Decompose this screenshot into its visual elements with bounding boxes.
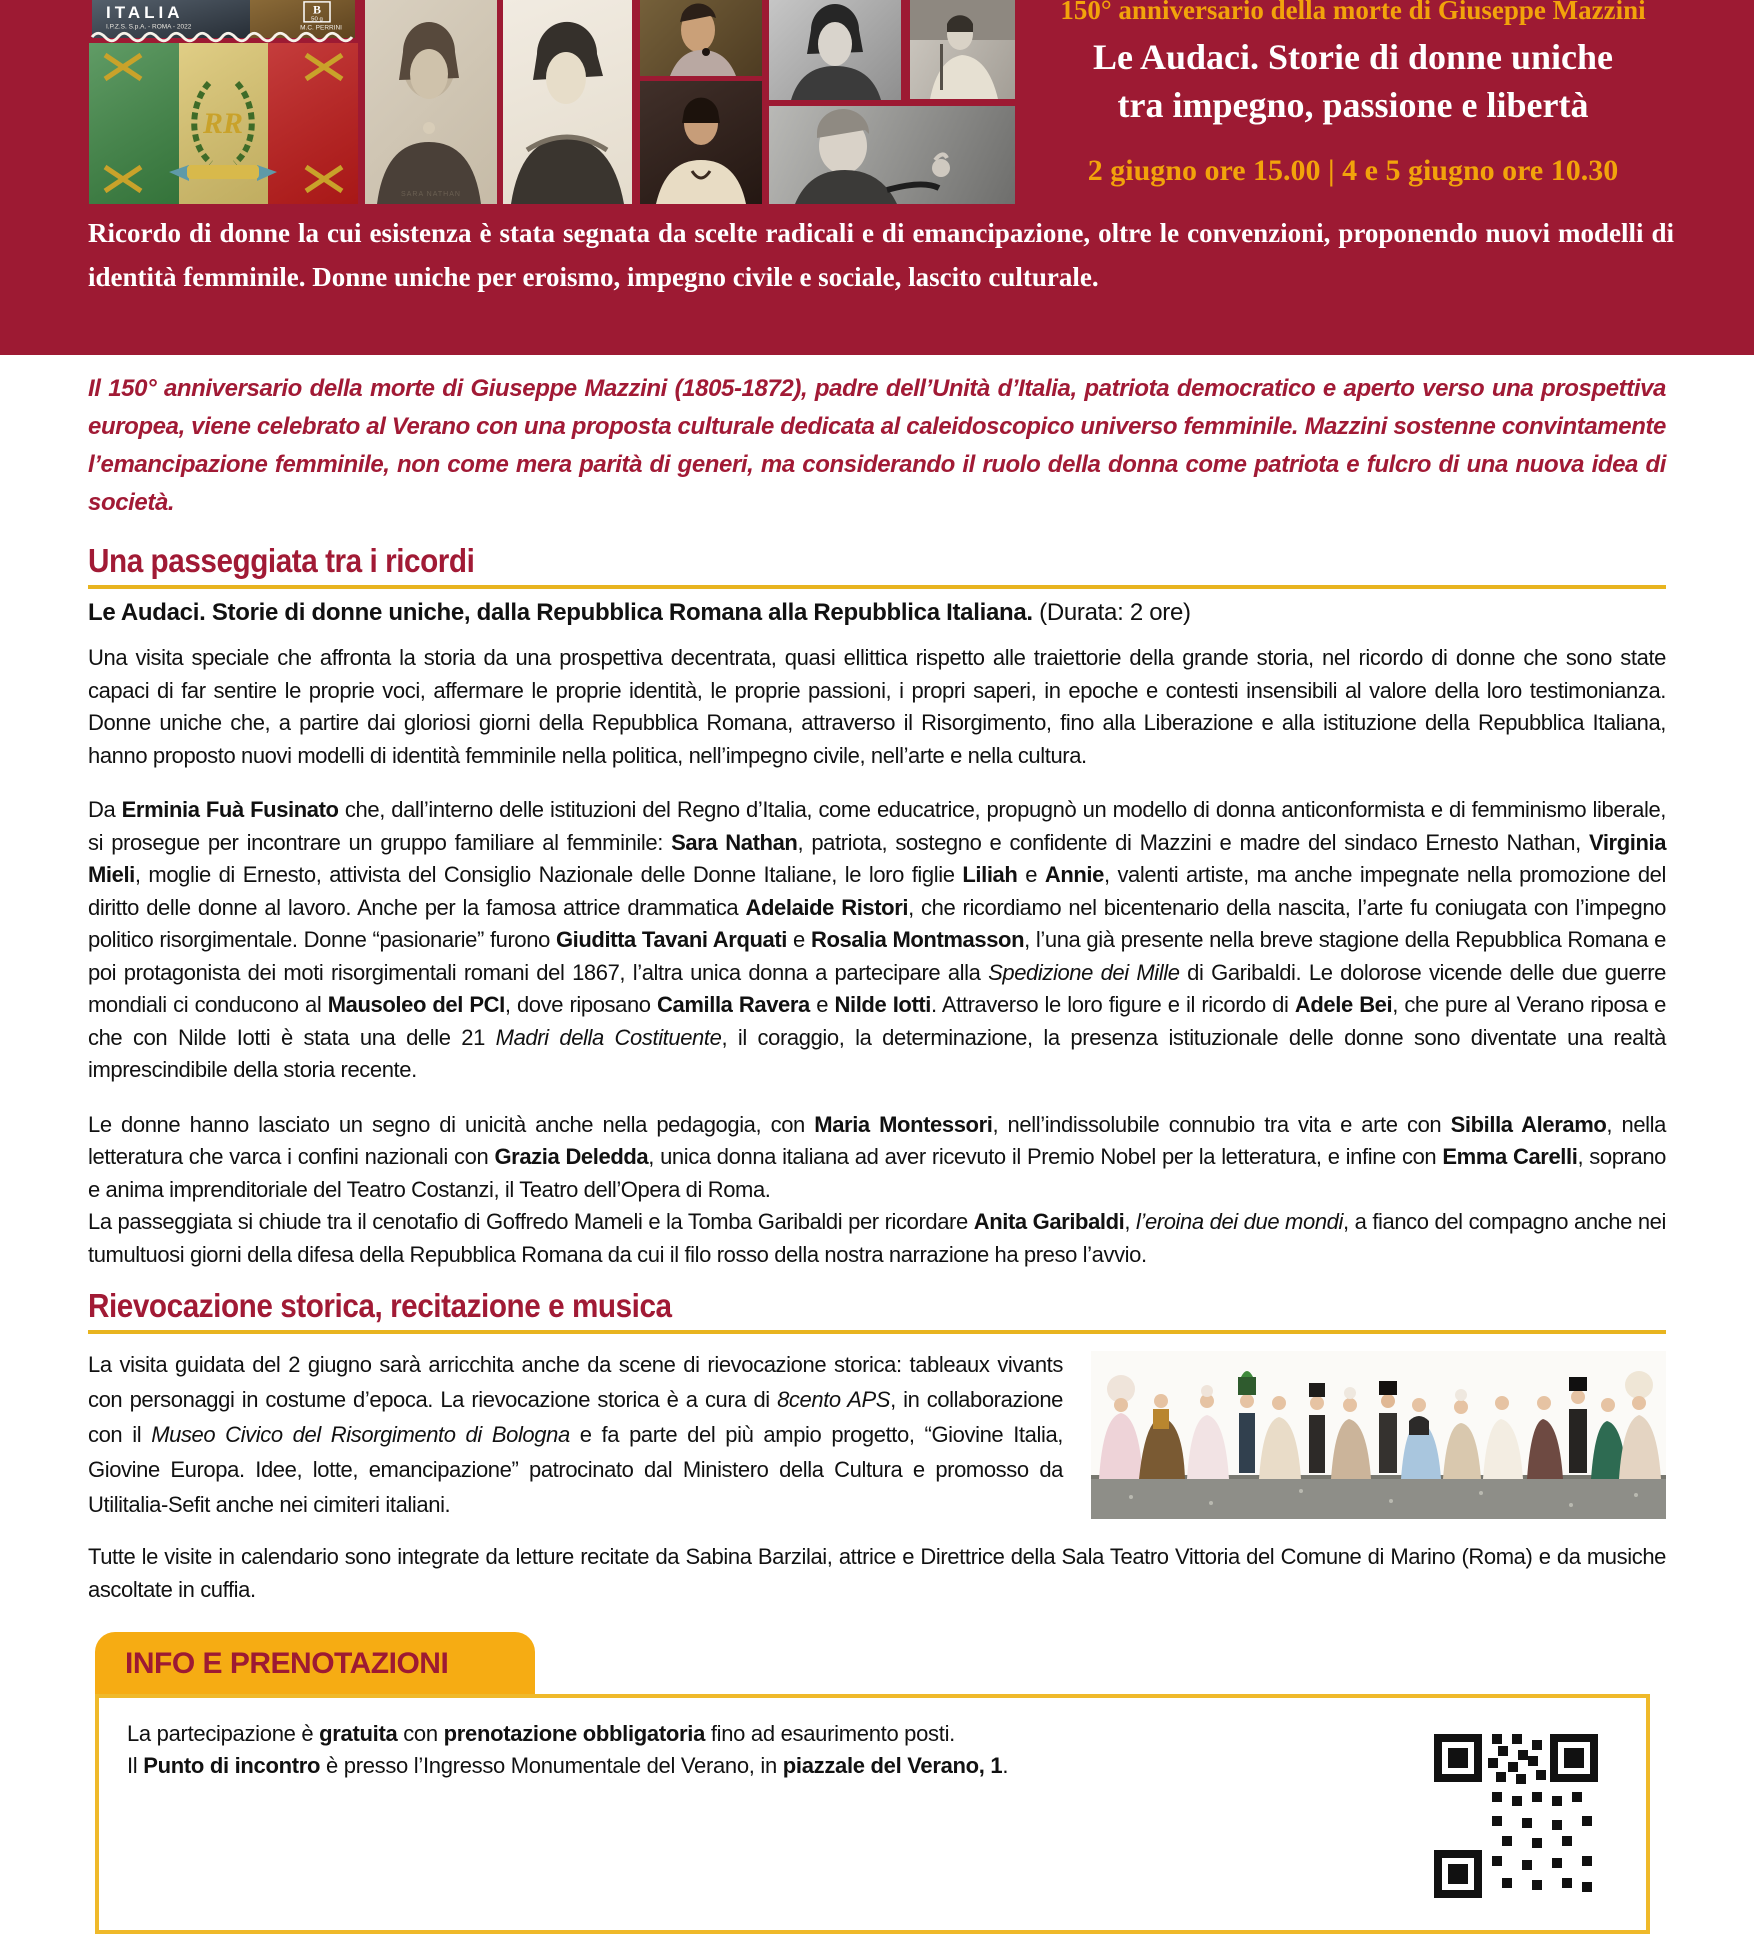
tour-paragraph-3: Le donne hanno lasciato un segno di unicità anche nella pedagogia, con Maria Montessori, nell’indissolubile connubio tra vita e arte con Sibilla Aleramo, nella letteratura che varca i confini nazionali con Grazia Deledda, unica donna italiana ad aver ricevuto il Premio Nobel per la letteratura, e infine con Emma Carelli, soprano e anima imprenditoriale del Teatro Costanzi, il Teatro dell’Opera di Roma. [88,1111,1666,1202]
flag-monogram: RR [202,107,244,140]
info-line-meeting-point: Il Punto di incontro è presso l’Ingresso Monumentale del Verano, in piazzale del Verano, 1. [127,1753,1009,1778]
tour-paragraph-4: La passeggiata si chiude tra il cenotafio di Goffredo Mameli e la Tomba Garibaldi per ricordare Anita Garibaldi, l’eroina dei due mondi, a fianco del compagno anche nei tumultuosi giorni della difesa della Repubblica Romana da cui il filo rosso della nostra narrazione ha preso l’avvio. [88,1209,1666,1267]
event-schedule: 2 giugno ore 15.00 | 4 e 5 giugno ore 10.30 [1087,154,1619,187]
costume-group-photo [1091,1351,1666,1519]
header-text-block [1008,0,1698,189]
tour-subtitle: Le Audaci. Storie di donne uniche, dalla Repubblica Romana alla Repubblica Italiana. (Durata: 2 ore) [88,599,1191,626]
lead-paragraph: Il 150° anniversario della morte di Giuseppe Mazzini (1805-1872), padre dell’Unità d’Italia, patriota democratico e aperto verso una prospettiva europea, viene celebrato al Verano con una proposta culturale dedicata al caleidoscopico universo femminile. Mazzini sostenne convintamente l’emancipazione femminile, non come mera parità di generi, ma considerando il ruolo della donna come patriota e fulcro di una nuova idea di società. [88,375,1666,516]
portrait-sketch-image [503,0,632,204]
qr-code [1426,1726,1606,1906]
roman-republic-flag-image [89,43,358,204]
engraving-caption: SARA NATHAN [401,191,461,198]
visits-note-paragraph: Tutte le visite in calendario sono integrate da letture recitate da Sabina Barzilai, attrice e Direttrice della Sala Teatro Vittoria del Comune di Marino (Roma) e da musiche ascoltate in cuffia. [88,1544,1666,1602]
section-reenactment-heading: Rievocazione storica, recitazione e musica [88,1287,672,1324]
info-box [95,1694,1650,1934]
header-intro-paragraph: Ricordo di donne la cui esistenza è stata segnata da scelte radicali e di emancipazione, oltre le convenzioni, proponendo nuovi modelli di identità femminile. Donne uniche per eroismo, impegno civile e sociale, lascito culturale. [88,218,1674,292]
portrait-engraving-image [365,0,497,204]
portrait-speaking-photo-image [910,0,1015,99]
info-section [95,1632,1666,1934]
stamp-artist-label: M.C. PERRINI [300,24,342,32]
portrait-bw-photo-image [769,0,901,100]
stamp-country-label: ITALIA [106,3,184,22]
flag-ribbon [169,165,277,181]
mazzini-stamp-image [92,0,355,38]
section-walk-heading: Una passeggiata tra i ricordi [88,542,475,579]
portrait-mic-photo-image [769,106,1015,204]
reenactment-paragraph: La visita guidata del 2 giugno sarà arricchita anche da scene di rievocazione storica: tableaux vivants con personaggi in costume d’epoca. La rievocazione storica è a cura di 8cento APS, in collaborazione con il Museo Civico del Risorgimento di Bologna e fa parte del più ampio progetto, “Giovine Italia, Giovine Europa. Idee, lotte, emancipazione” patrocinato dal Ministero della Cultura e promosso da Utilitalia-Sefit anche nei cimiteri italiani. [88,1352,1064,1517]
stamp-rate-label: B [313,3,321,17]
header-band [0,0,1754,355]
event-title-line1: Le Audaci. Storie di donne uniche [1092,37,1614,77]
portrait-profile-painting-image [640,0,762,76]
main-content [0,355,1754,1934]
info-tab: INFO E PRENOTAZIONI [95,1632,535,1694]
stamp-issue-label: I.P.Z.S. S.p.A. - ROMA - 2022 [106,23,192,31]
tour-paragraph-1: Una visita speciale che affronta la storia da una prospettiva decentrata, quasi ellittica rispetto alle traiettorie della grande storia, nel ricordo di donne che sono state capaci di far sentire le proprie voci, affermare le proprie identità, le proprie passioni, i propri saperi, in epoche e contesti insensibili al valore della loro testimonianza. Donne uniche che, a partire dai gloriosi giorni della Repubblica Romana, attraverso il Risorgimento, fino alla Liberazione e alla istituzione della Repubblica Italiana, hanno proposto nuovi modelli di identità femminile nella politica, nell’impegno civile, nell’arte e nella cultura. [88,645,1666,768]
reenactment-columns [88,1347,1666,1522]
section-divider [88,585,1666,589]
portrait-shawl-painting-image [640,81,762,204]
event-title-line2: tra impegno, passione e libertà [1117,85,1589,125]
section-divider [88,1330,1666,1334]
anniversary-kicker: 150° anniversario della morte di Giuseppe Mazzini [1060,0,1646,25]
info-line-participation: La partecipazione è gratuita con prenotazione obbligatoria fino ad esaurimento posti. [127,1721,955,1746]
tour-paragraph-2: Da Erminia Fuà Fusinato che, dall’interno delle istituzioni del Regno d’Italia, come educatrice, propugnò un modello di donna anticonformista e di femminismo liberale, si prosegue per incontrare un gruppo familiare al femminile: Sara Nathan, patriota, sostegno e confidente di Mazzini e madre del sindaco Ernesto Nathan, Virginia Mieli, moglie di Ernesto, attivista del Consiglio Nazionale delle Donne Italiane, le loro figlie Liliah e Annie, valenti artiste, ma anche impegnate nella promozione del diritto delle donne al lavoro. Anche per la famosa attrice drammatica Adelaide Ristori, che ricordiamo nel bicentenario della nascita, l’arte fu coniugata con l’impegno politico risorgimentale. Donne “pasionarie” furono Giuditta Tavani Arquati e Rosalia Montmasson, l’una già presente nella breve stagione della Repubblica Romana e poi protagonista dei moti risorgimentali romani del 1867, l’altra unica donna a partecipare alla Spedizione dei Mille di Garibaldi. Le dolorose vicende delle due guerre mondiali ci conducono al Mausoleo del PCI, dove riposano Camilla Ravera e Nilde Iotti. Attraverso le loro figure e il ricordo di Adele Bei, che pure al Verano riposa e che con Nilde Iotti è stata una delle 21 Madri della Costituente, il coraggio, la determinazione, la presenza istituzionale delle donne sono diventate una realtà imprescindibile della storia recente. [88,797,1667,1082]
stamp-weight-label: 50 g [311,16,323,23]
